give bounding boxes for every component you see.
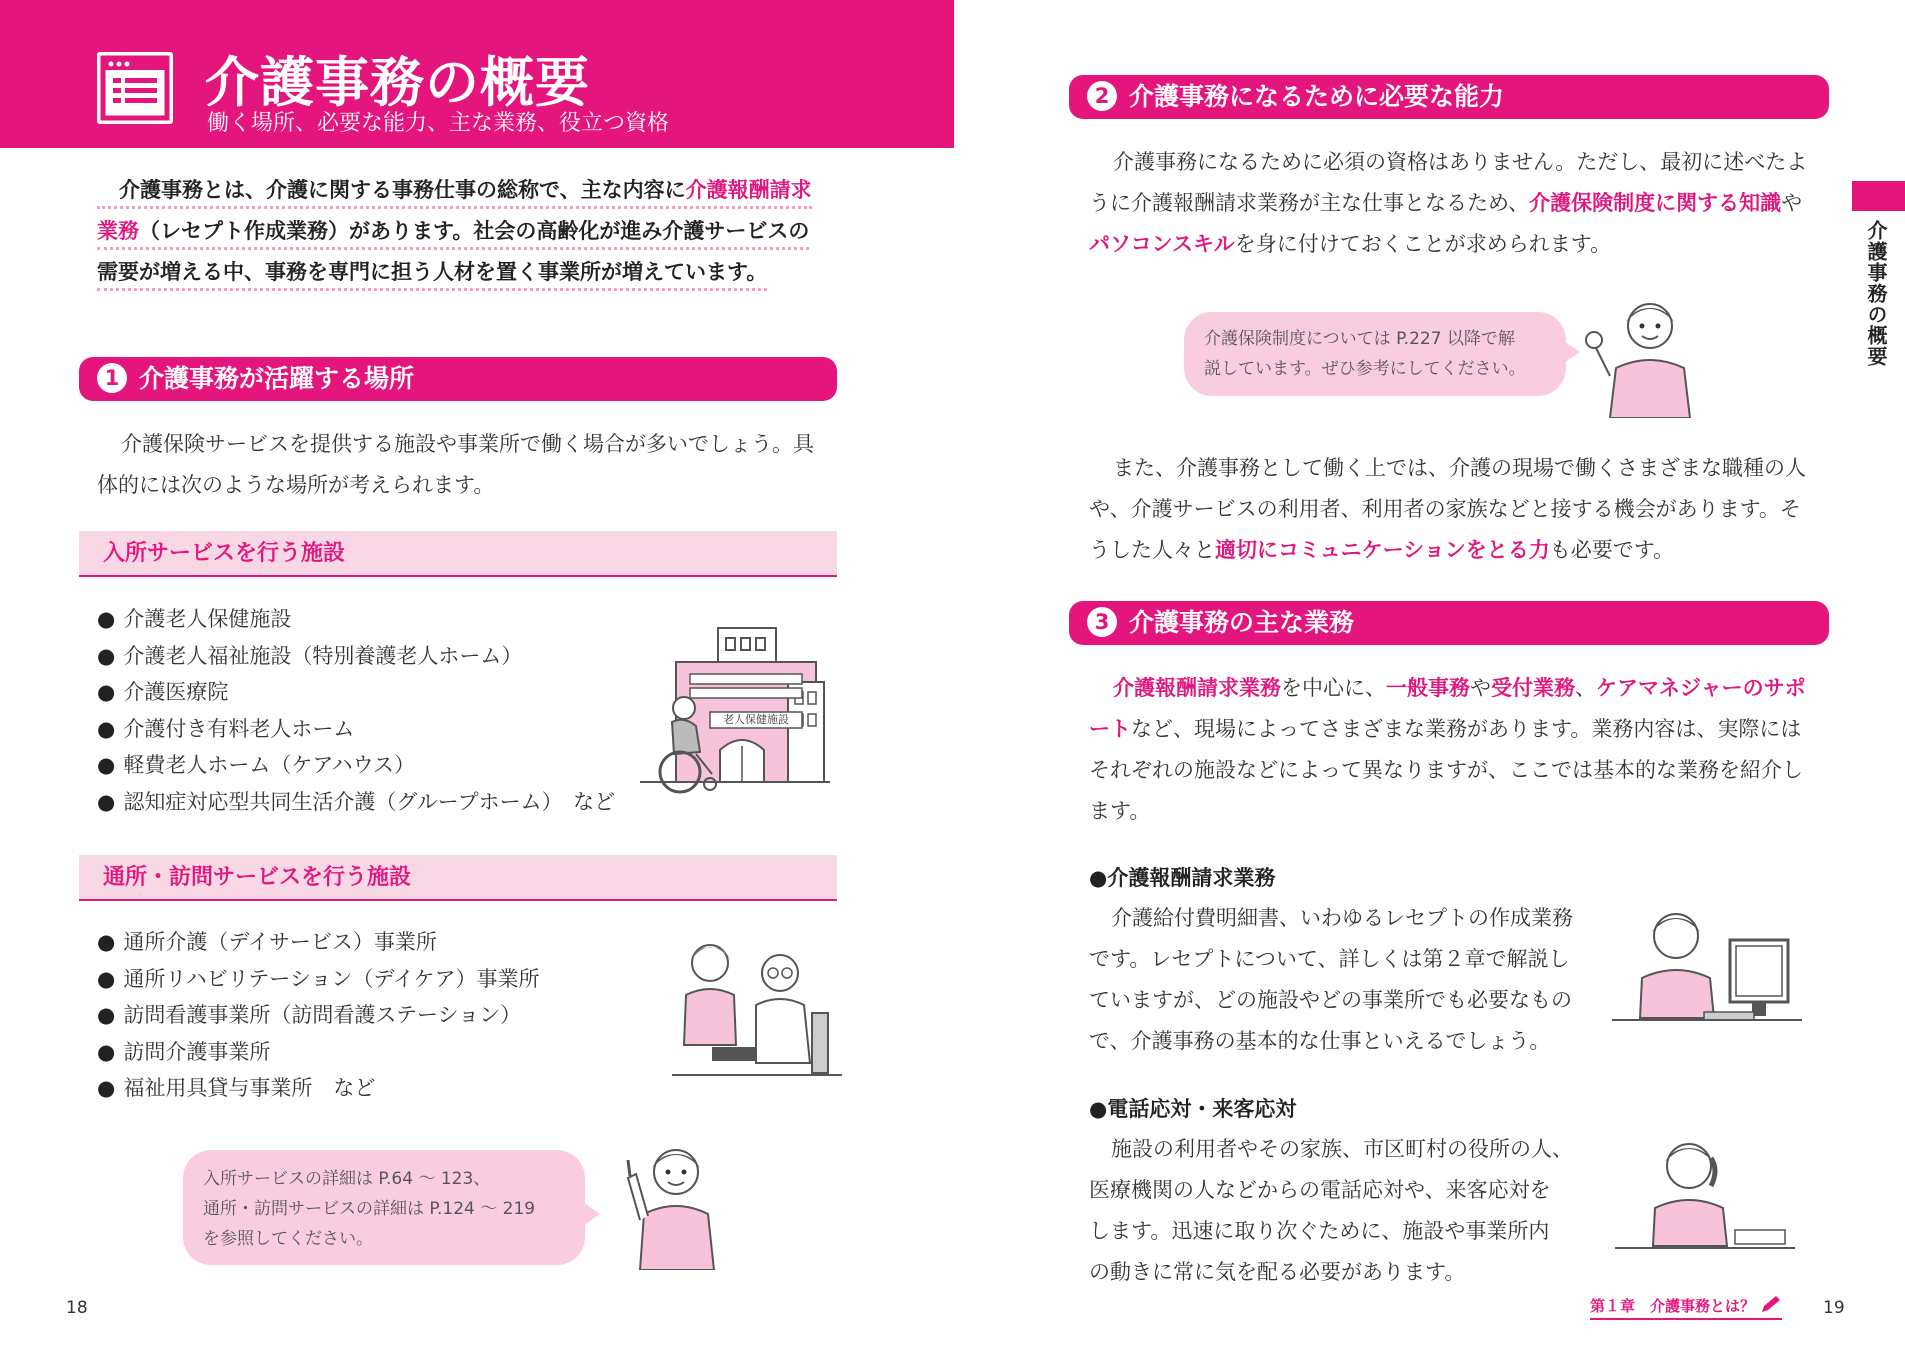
bubble-tail bbox=[580, 1200, 600, 1228]
nursing-facility-illustration bbox=[640, 622, 830, 802]
section-3-paragraph: 介護報酬請求業務を中心に、一般事務や受付業務、ケアマネジャーのサポートなど、現場によってさまざまな業務があります。業務内容は、実際にはそれぞれの施設などによって異なりますが、ここでは基本的な業務を紹介します。 bbox=[1089, 676, 1806, 823]
page-subtitle: 働く場所、必要な能力、主な業務、役立つ資格 bbox=[207, 111, 670, 136]
page-number-left: 18 bbox=[66, 1298, 88, 1318]
section-title: 介護事務の主な業務 bbox=[1129, 608, 1355, 637]
section-title: 介護事務が活躍する場所 bbox=[139, 364, 415, 393]
staff-at-computer-illustration bbox=[1612, 900, 1802, 1040]
duty-title: ●介護報酬請求業務 bbox=[1089, 866, 1276, 890]
highlight-text: 適切にコミュニケーションをとる力 bbox=[1215, 538, 1550, 562]
section-2-heading bbox=[1069, 75, 1829, 119]
section-3-heading bbox=[1069, 601, 1829, 645]
chapter-side-tab bbox=[1852, 181, 1905, 211]
section-1-body: 介護保険サービスを提供する施設や事業所で働く場合が多いでしょう。具体的には次のような場所が考えられます。 bbox=[97, 432, 814, 497]
highlight-text: 介護保険制度に関する知識 bbox=[1529, 191, 1782, 215]
chapter-label: 第１章 介護事務とは？ bbox=[1590, 1297, 1756, 1315]
section-number: 3 bbox=[1087, 607, 1117, 637]
highlight-text: パソコンスキル bbox=[1089, 232, 1235, 256]
intro-highlight-2: 業務 bbox=[97, 219, 139, 243]
facility-list-outpatient bbox=[97, 924, 657, 1107]
staff-pointing-illustration bbox=[618, 1138, 728, 1270]
page-number-right: 19 bbox=[1823, 1298, 1845, 1318]
list-item: ● 認知症対応型共同生活介護（グループホーム） など bbox=[97, 784, 657, 821]
section-title: 介護事務になるために必要な能力 bbox=[1129, 82, 1505, 111]
list-item: ● 訪問看護事業所（訪問看護ステーション） bbox=[97, 997, 657, 1034]
list-item: ● 介護老人福祉施設（特別養護老人ホーム） bbox=[97, 638, 657, 675]
pencil-icon bbox=[1760, 1294, 1782, 1314]
duty-description: 施設の利用者やその家族、市区町村の役所の人、 医療機関の人などからの電話応対や、来客応対を します。迅速に取り次ぐために、施設や事業所内 の動きに常に気を配る必要があります。 bbox=[1089, 1137, 1573, 1284]
intro-paragraph bbox=[97, 170, 817, 293]
staff-on-phone-illustration bbox=[1615, 1130, 1795, 1260]
note-line: 説しています。ぜひ参考にしてください。 bbox=[1204, 359, 1526, 379]
reference-note-bubble bbox=[1184, 312, 1566, 396]
section-1-heading bbox=[79, 357, 837, 401]
duty-title: ●電話応対・来客応対 bbox=[1089, 1097, 1297, 1121]
intro-text-1: 介護事務とは、介護に関する事務仕事の総称で、主な内容に bbox=[119, 178, 686, 202]
duty-description: 介護給付費明細書、いわゆるレセプトの作成業務 です。レセプトについて、詳しくは第２章で解説し ていますが、どの施設やどの事業所でも必要なもの で、介護事務の基本的な仕事といえるでしょう。 bbox=[1089, 906, 1573, 1053]
intro-highlight-1: 介護報酬請求 bbox=[685, 178, 812, 202]
list-item: ● 通所介護（デイサービス）事業所 bbox=[97, 924, 657, 961]
facility-list-residential bbox=[97, 601, 657, 821]
page-title: 介護事務の概要 bbox=[205, 51, 590, 114]
document-icon bbox=[97, 52, 173, 124]
section-number: 1 bbox=[97, 363, 127, 393]
note-line: 通所・訪問サービスの詳細は P.124 ～ 219 bbox=[203, 1199, 536, 1219]
note-line: を参照してください。 bbox=[203, 1229, 373, 1249]
subsection-heading: 通所・訪問サービスを行う施設 bbox=[79, 855, 837, 901]
subsection-heading: 入所サービスを行う施設 bbox=[79, 531, 837, 577]
note-line: 入所サービスの詳細は P.64 ～ 123、 bbox=[203, 1169, 491, 1189]
staff-ok-sign-illustration bbox=[1570, 288, 1720, 418]
side-tab-label: 介護事務の概要 bbox=[1864, 220, 1888, 367]
list-item: ● 通所リハビリテーション（デイケア）事業所 bbox=[97, 961, 657, 998]
chapter-footer bbox=[1590, 1294, 1782, 1320]
section-number: 2 bbox=[1087, 81, 1117, 111]
reference-note-bubble bbox=[183, 1150, 585, 1265]
list-item: ● 介護医療院 bbox=[97, 674, 657, 711]
section-2-paragraph-2: また、介護事務として働く上では、介護の現場で働くさまざまな職種の人や、介護サービスの利用者、利用者の家族などと接する機会があります。そうした人々と適切にコミュニケーションをとる力も必要です。 bbox=[1089, 456, 1806, 562]
intro-text-3: 需要が増える中、事務を専門に担う人材を置く事業所が増えています。 bbox=[97, 260, 767, 291]
list-item: ● 介護老人保健施設 bbox=[97, 601, 657, 638]
list-item: ● 軽費老人ホーム（ケアハウス） bbox=[97, 747, 657, 784]
list-item: ● 介護付き有料老人ホーム bbox=[97, 711, 657, 748]
list-item: ● 福祉用具貸与事業所 など bbox=[97, 1070, 657, 1107]
list-item: ● 訪問介護事業所 bbox=[97, 1034, 657, 1071]
building-sign: 老人保健施設 bbox=[723, 713, 789, 726]
section-2-paragraph-1: 介護事務になるために必須の資格はありません。ただし、最初に述べたように介護報酬請求業務が主な仕事となるため、介護保険制度に関する知識やパソコンスキルを身に付けておくことが求められます。 bbox=[1089, 150, 1808, 256]
intro-text-2: （レセプト作成業務）があります。社会の高齢化が進み介護サービスの bbox=[139, 219, 810, 243]
home-care-illustration bbox=[672, 935, 842, 1085]
note-line: 介護保険制度については P.227 以降で解 bbox=[1204, 329, 1515, 349]
